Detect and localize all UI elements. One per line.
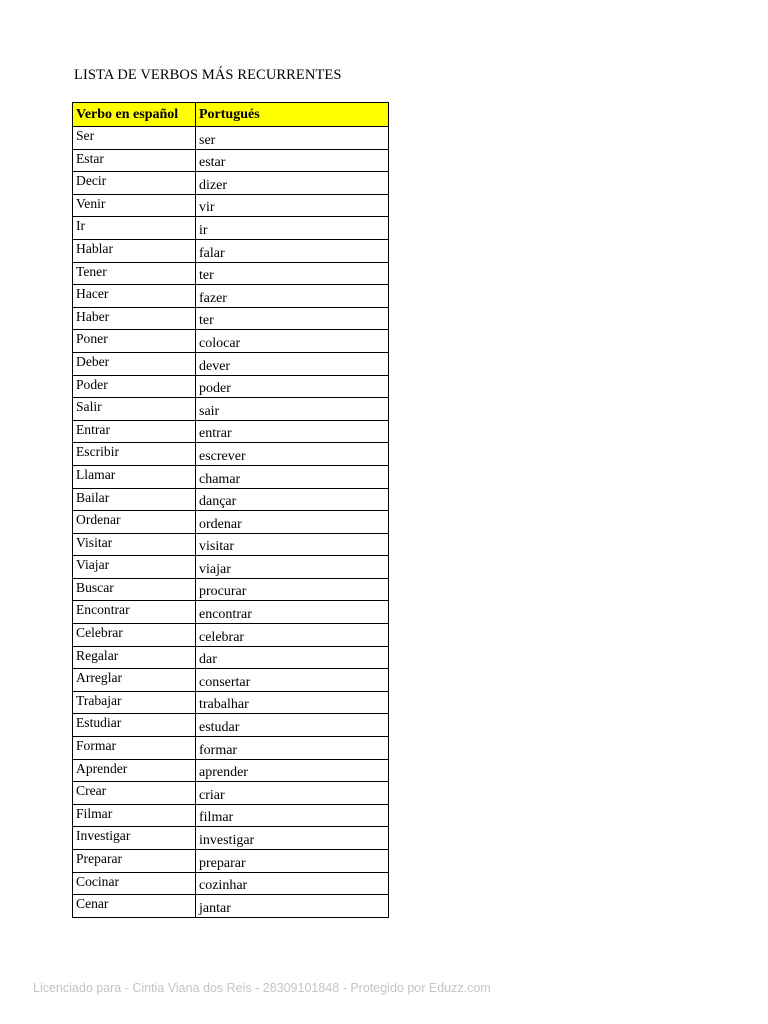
spanish-verb-cell: Regalar [73, 646, 196, 669]
spanish-verb-cell: Formar [73, 737, 196, 760]
spanish-verb-cell: Ir [73, 217, 196, 240]
portuguese-verb-cell: ir [196, 217, 389, 240]
portuguese-verb-cell: dançar [196, 488, 389, 511]
spanish-verb-cell: Poner [73, 330, 196, 353]
portuguese-verb-cell: colocar [196, 330, 389, 353]
table-row [73, 533, 389, 556]
spanish-verb-cell: Celebrar [73, 624, 196, 647]
table-row [73, 398, 389, 421]
table-row [73, 827, 389, 850]
table-row [73, 714, 389, 737]
portuguese-verb-cell: dar [196, 646, 389, 669]
table-row [73, 850, 389, 873]
portuguese-verb-cell: ter [196, 307, 389, 330]
portuguese-verb-cell: dizer [196, 172, 389, 195]
portuguese-verb-cell: trabalhar [196, 691, 389, 714]
portuguese-verb-cell: visitar [196, 533, 389, 556]
spanish-verb-cell: Filmar [73, 804, 196, 827]
table-row [73, 578, 389, 601]
table-row [73, 669, 389, 692]
spanish-verb-cell: Haber [73, 307, 196, 330]
portuguese-verb-cell: investigar [196, 827, 389, 850]
column-header-portuguese: Portugués [196, 103, 389, 127]
portuguese-verb-cell: chamar [196, 465, 389, 488]
spanish-verb-cell: Buscar [73, 578, 196, 601]
column-header-spanish: Verbo en español [73, 103, 196, 127]
spanish-verb-cell: Venir [73, 194, 196, 217]
license-watermark: Licenciado para - Cintia Viana dos Reis - 28309101848 - Protegido por Eduzz.com [33, 981, 491, 995]
portuguese-verb-cell: escrever [196, 443, 389, 466]
verbs-table [72, 102, 389, 918]
table-row [73, 624, 389, 647]
spanish-verb-cell: Entrar [73, 420, 196, 443]
spanish-verb-cell: Visitar [73, 533, 196, 556]
portuguese-verb-cell: falar [196, 239, 389, 262]
table-row [73, 872, 389, 895]
spanish-verb-cell: Investigar [73, 827, 196, 850]
table-body [73, 127, 389, 918]
table-row [73, 262, 389, 285]
table-row [73, 330, 389, 353]
spanish-verb-cell: Hacer [73, 285, 196, 308]
portuguese-verb-cell: consertar [196, 669, 389, 692]
portuguese-verb-cell: criar [196, 782, 389, 805]
table-row [73, 443, 389, 466]
spanish-verb-cell: Hablar [73, 239, 196, 262]
table-row [73, 737, 389, 760]
portuguese-verb-cell: ordenar [196, 511, 389, 534]
table-row [73, 646, 389, 669]
table-row [73, 511, 389, 534]
table-row [73, 239, 389, 262]
table-row [73, 127, 389, 150]
spanish-verb-cell: Cocinar [73, 872, 196, 895]
portuguese-verb-cell: formar [196, 737, 389, 760]
spanish-verb-cell: Estudiar [73, 714, 196, 737]
spanish-verb-cell: Viajar [73, 556, 196, 579]
portuguese-verb-cell: entrar [196, 420, 389, 443]
portuguese-verb-cell: celebrar [196, 624, 389, 647]
table-row [73, 172, 389, 195]
table-row [73, 556, 389, 579]
spanish-verb-cell: Ordenar [73, 511, 196, 534]
spanish-verb-cell: Preparar [73, 850, 196, 873]
table-row [73, 488, 389, 511]
table-row [73, 285, 389, 308]
table-row [73, 194, 389, 217]
portuguese-verb-cell: ter [196, 262, 389, 285]
table-row [73, 217, 389, 240]
table-row [73, 782, 389, 805]
portuguese-verb-cell: estar [196, 149, 389, 172]
spanish-verb-cell: Deber [73, 352, 196, 375]
portuguese-verb-cell: fazer [196, 285, 389, 308]
spanish-verb-cell: Tener [73, 262, 196, 285]
spanish-verb-cell: Arreglar [73, 669, 196, 692]
portuguese-verb-cell: estudar [196, 714, 389, 737]
portuguese-verb-cell: encontrar [196, 601, 389, 624]
spanish-verb-cell: Encontrar [73, 601, 196, 624]
portuguese-verb-cell: viajar [196, 556, 389, 579]
spanish-verb-cell: Llamar [73, 465, 196, 488]
spanish-verb-cell: Poder [73, 375, 196, 398]
spanish-verb-cell: Cenar [73, 895, 196, 918]
portuguese-verb-cell: aprender [196, 759, 389, 782]
table-row [73, 352, 389, 375]
spanish-verb-cell: Ser [73, 127, 196, 150]
spanish-verb-cell: Bailar [73, 488, 196, 511]
document-title: LISTA DE VERBOS MÁS RECURRENTES [74, 67, 342, 83]
portuguese-verb-cell: preparar [196, 850, 389, 873]
spanish-verb-cell: Decir [73, 172, 196, 195]
spanish-verb-cell: Crear [73, 782, 196, 805]
table-header-row [73, 103, 389, 127]
table-row [73, 465, 389, 488]
portuguese-verb-cell: filmar [196, 804, 389, 827]
spanish-verb-cell: Aprender [73, 759, 196, 782]
spanish-verb-cell: Estar [73, 149, 196, 172]
table-row [73, 375, 389, 398]
table-row [73, 307, 389, 330]
table-row [73, 420, 389, 443]
table-row [73, 691, 389, 714]
portuguese-verb-cell: ser [196, 127, 389, 150]
portuguese-verb-cell: sair [196, 398, 389, 421]
portuguese-verb-cell: jantar [196, 895, 389, 918]
portuguese-verb-cell: procurar [196, 578, 389, 601]
table-row [73, 601, 389, 624]
spanish-verb-cell: Escribir [73, 443, 196, 466]
table-row [73, 149, 389, 172]
spanish-verb-cell: Salir [73, 398, 196, 421]
table-row [73, 804, 389, 827]
table-row [73, 895, 389, 918]
table-row [73, 759, 389, 782]
portuguese-verb-cell: poder [196, 375, 389, 398]
portuguese-verb-cell: dever [196, 352, 389, 375]
portuguese-verb-cell: cozinhar [196, 872, 389, 895]
spanish-verb-cell: Trabajar [73, 691, 196, 714]
portuguese-verb-cell: vir [196, 194, 389, 217]
